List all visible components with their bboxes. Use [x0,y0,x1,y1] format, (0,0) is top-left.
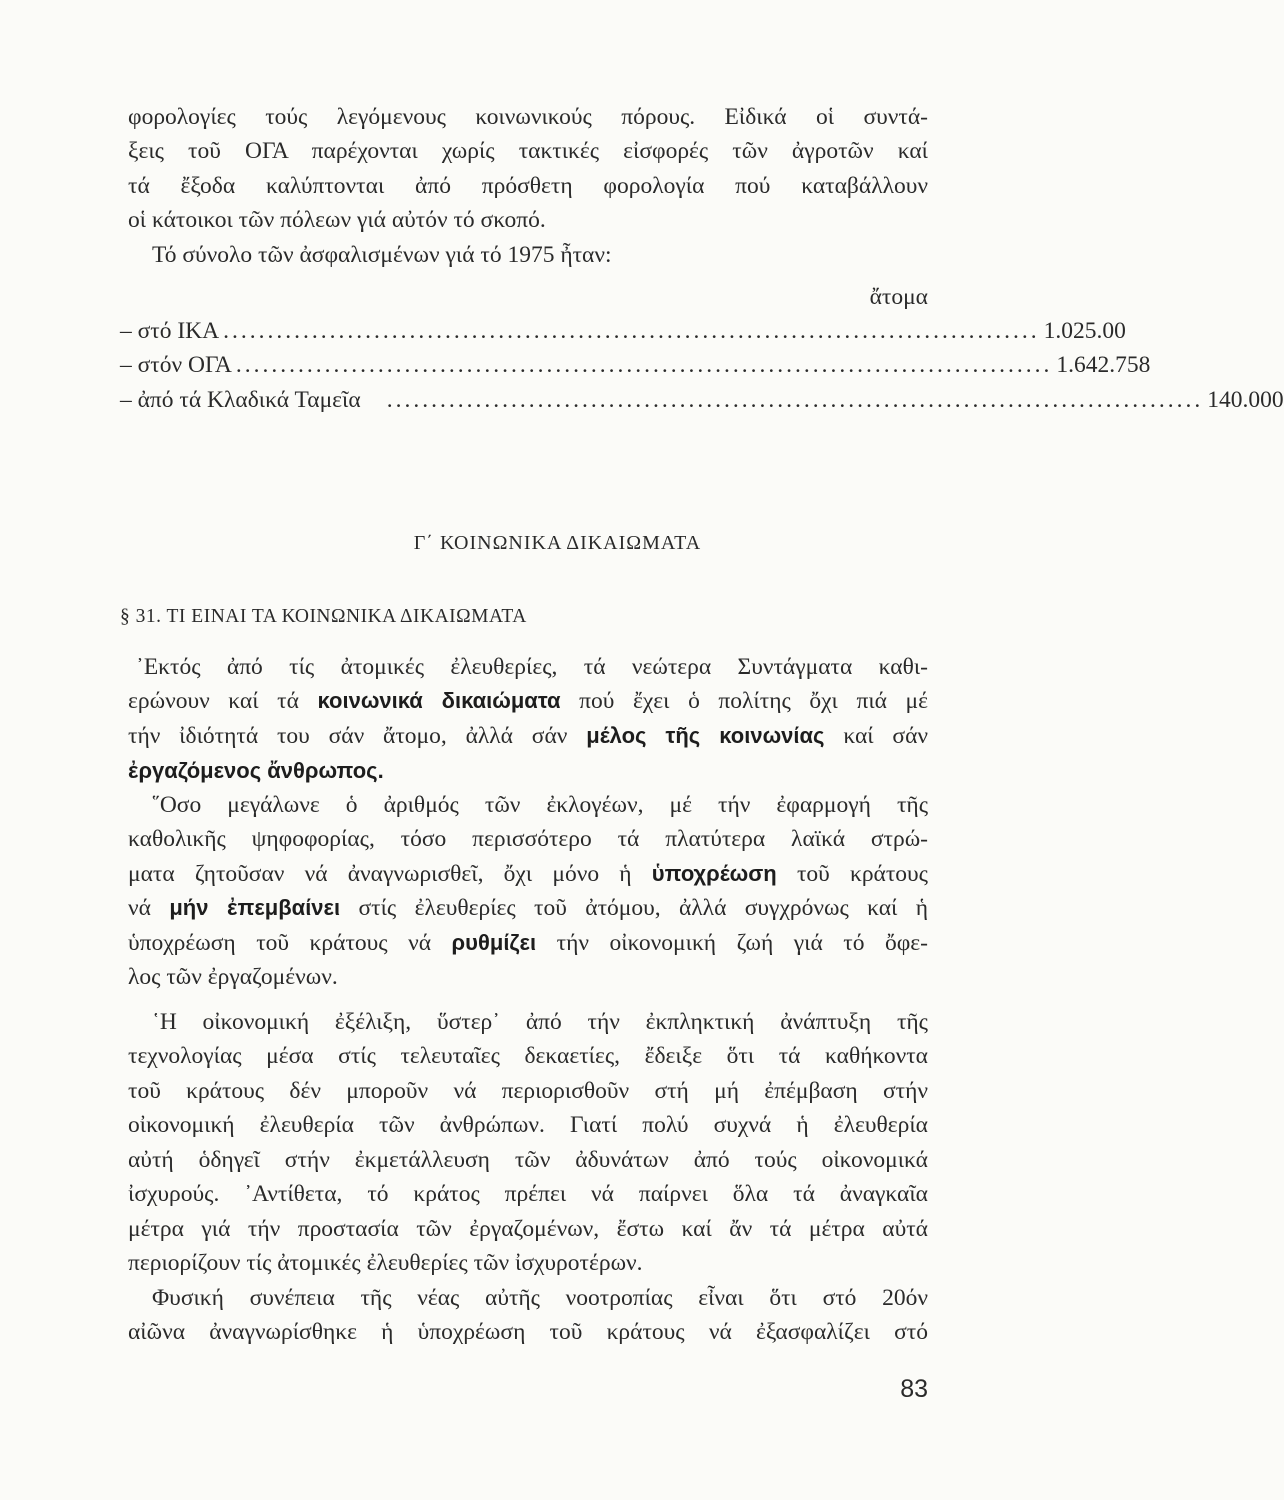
p3-line: ἰσχυρούς. ᾿Αντίθετα, τό κράτος πρέπει νά παίρνει ὅλα τά ἀναγκαῖα [128,1181,928,1207]
leader-dots: ............................................................................................ [235,352,1053,378]
p1-line: ερώνουν καί τά κοινωνικά δικαιώματα πού ἔχει ὁ πολίτης ὄχι πιά μέ [128,688,929,714]
section-heading: § 31. ΤΙ ΕΙΝΑΙ ΤΑ ΚΟΙΝΩΝΙΚΑ ΔΙΚΑΙΩΜΑΤΑ [120,606,527,627]
p3-line: οἰκονομική ἐλευθερία τῶν ἀνθρώπων. Γιατί πολύ συχνά ἡ ἐλευθερία [128,1112,928,1138]
p2-line: ὑποχρέωση τοῦ κράτους νά ρυθμίζει τήν οἰκονομική ζωή γιά τό ὄφε- [128,930,928,956]
stat-label: – ἀπό τά Κλαδικά Ταμεῖα [120,387,361,413]
units-label: ἄτομα [869,284,928,310]
insured-intro: Τό σύνολο τῶν ἀσφαλισμένων γιά τό 1975 ἦταν: [152,242,612,268]
bold-term: κοινωνικά δικαιώματα [317,688,561,713]
stat-value: 1.025.00 [1043,318,1126,344]
p2-line: ματα ζητοῦσαν νά ἀναγνωρισθεῖ, ὄχι μόνο ἡ ὑποχρέωση τοῦ κράτους [128,861,928,887]
stat-value: 140.000 [1207,387,1284,413]
p2-line: λος τῶν ἐργαζομένων. [128,964,338,990]
stat-row [120,348,1151,382]
p3-line: αὐτή ὁδηγεῖ στήν ἐκμετάλλευση τῶν ἀδυνάτων ἀπό τούς οἰκονομικά [128,1147,928,1173]
stat-row [120,314,1126,348]
p2-line: ῞Οσο μεγάλωνε ὁ ἀριθμός τῶν ἐκλογέων, μέ τήν ἐφαρμογή τῆς [152,792,928,818]
p3-line: περιορίζουν τίς ἀτομικές ἐλευθερίες τῶν ἰσχυροτέρων. [128,1250,643,1276]
intro-line: ξεις τοῦ ΟΓΑ παρέχονται χωρίς τακτικές εἰσφορές τῶν ἀγροτῶν καί [128,138,928,164]
stat-label: – στόν ΟΓΑ [120,352,232,378]
p2-line: καθολικῆς ψηφοφορίας, τόσο περισσότερο τά πλατύτερα λαϊκά στρώ- [128,826,928,852]
p1-line: τήν ἰδιότητά του σάν ἄτομο, ἀλλά σάν μέλος τῆς κοινωνίας καί σάν [128,723,929,749]
bold-term: ὑποχρέωση [651,861,777,886]
chapter-heading: Γ΄ ΚΟΙΝΩΝΙΚΑ ΔΙΚΑΙΩΜΑΤΑ [413,532,702,554]
stat-row [120,383,1284,417]
p4-line: αἰῶνα ἀναγνωρίσθηκε ἡ ὑποχρέωση τοῦ κράτους νά ἐξασφαλίζει στό [128,1319,928,1345]
bold-term: μήν ἐπεμβαίνει [169,895,341,920]
stat-label: – στό ΙΚΑ [120,318,220,344]
intro-line: οἱ κάτοικοι τῶν πόλεων γιά αὐτόν τό σκοπό. [128,207,546,233]
bold-term: ἐργαζόμενος ἄνθρωπος. [128,758,384,783]
p3-line: ῾Η οἰκονομική ἐξέλιξη, ὕστερ᾿ ἀπό τήν ἐκπληκτική ἀνάπτυξη τῆς [152,1009,928,1035]
bold-term: μέλος τῆς κοινωνίας [586,723,825,748]
leader-dots: ............................................................................................ [386,387,1204,413]
p3-line: τοῦ κράτους δέν μποροῦν νά περιορισθοῦν στή μή ἐπέμβαση στήν [128,1078,928,1104]
page-number: 83 [900,1375,928,1403]
p2-line: νά μήν ἐπεμβαίνει στίς ἐλευθερίες τοῦ ἀτόμου, ἀλλά συγχρόνως καί ἡ [128,895,929,921]
p3-line: μέτρα γιά τήν προστασία τῶν ἐργαζομένων, ἔστω καί ἄν τά μέτρα αὐτά [128,1216,928,1242]
intro-line: φορολογίες τούς λεγόμενους κοινωνικούς πόρους. Εἰδικά οἱ συντά- [128,104,928,130]
leader-dots: ............................................................................................ [223,318,1040,344]
bold-term: ρυθμίζει [451,930,537,955]
stat-value: 1.642.758 [1056,352,1151,378]
p1-line [128,754,928,788]
intro-line: τά ἔξοδα καλύπτονται ἀπό πρόσθετη φορολογία πού καταβάλλουν [128,173,928,199]
p4-line: Φυσική συνέπεια τῆς νέας αὐτῆς νοοτροπίας εἶναι ὅτι στό 20όν [152,1285,928,1311]
p1-line: ᾿Εκτός ἀπό τίς ἀτομικές ἐλευθερίες, τά νεώτερα Συντάγματα καθι- [136,654,928,680]
p3-line: τεχνολογίας μέσα στίς τελευταῖες δεκαετίες, ἔδειξε ὅτι τά καθήκοντα [128,1043,928,1069]
